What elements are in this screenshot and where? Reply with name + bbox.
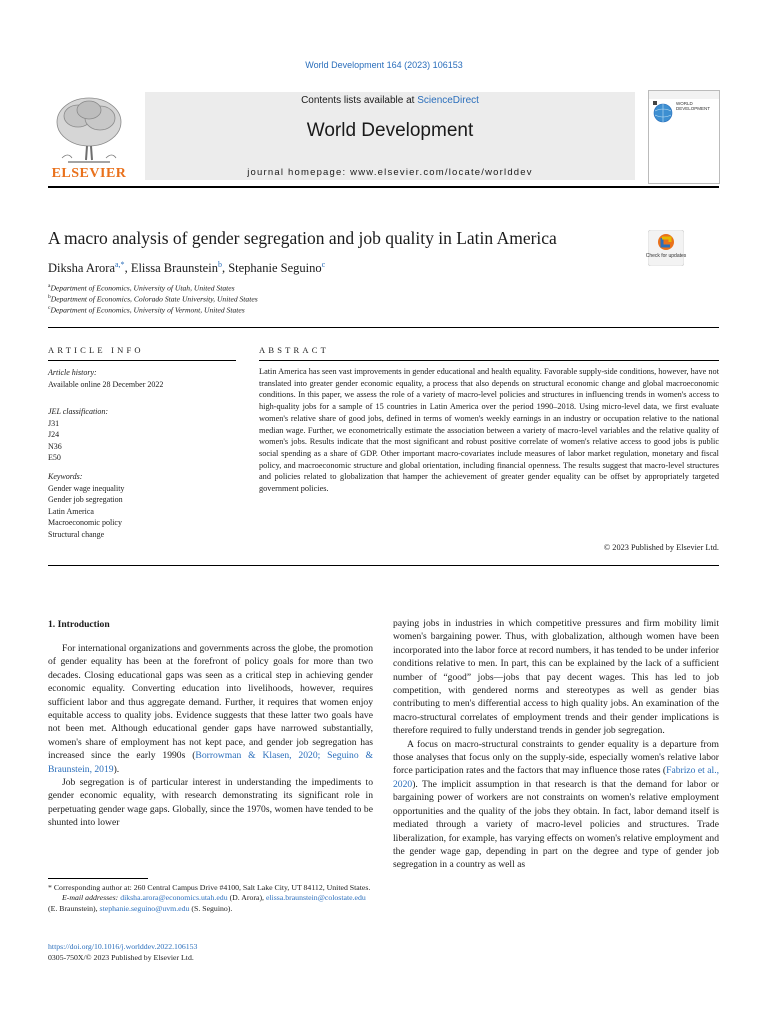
author-name[interactable]: Stephanie Seguino bbox=[228, 261, 322, 276]
author-list: Diksha Arora$^{a,*}$, Elissa Braunstein$^b$, Stephanie Seguino$^c$ bbox=[48, 260, 326, 276]
jel-code: E50 bbox=[48, 453, 61, 462]
body-paragraph: Job segregation is of particular interest in understanding the impediments to gender economic equality, with research demonstrating its significant role in perpetuating gender wage gaps. Globally, since the 1970s, women have tended to be shunted into lower bbox=[48, 777, 373, 829]
doi-link[interactable]: https://doi.org/10.1016/j.worlddev.2022.106153 bbox=[48, 942, 198, 951]
contents-prefix: Contents lists available at bbox=[301, 95, 418, 106]
introduction-heading: 1. Introduction bbox=[48, 619, 110, 630]
email-label: E-mail addresses: bbox=[62, 893, 119, 903]
jel-code: J31 bbox=[48, 418, 60, 428]
affiliation bbox=[48, 305, 245, 315]
author-affiliation-marker[interactable]: a,* bbox=[115, 260, 125, 269]
email-addresses bbox=[48, 893, 373, 914]
affiliation-marker: a bbox=[48, 283, 51, 289]
jel-code: J24 bbox=[48, 430, 60, 439]
paragraph-text: For international organizations and governments across the globe, the promotion of gender equality has been at the forefront of policy goals for more than two decades. Closing educational gaps was seen as a critical step in achieving gender economic equality. Converting education into livelihoods, however, requires sufficient labor and thus aggregate demand. Further, it requires that women enjoy equitable access to quality jobs. Evidence suggests that these latter two goals have not been met. Although educational gender gaps have narrowed substantially, women's share of employment has not kept pace, and gender job segregation has increased since the early 1990s ( bbox=[48, 643, 373, 762]
keyword: Gender job segregation bbox=[48, 495, 123, 504]
paragraph-text: A focus on macro-structural constraints to gender equality is a departure from those analyses that focus only on the supply-side, especially women's relative labor force participation rates and the factors that may influence those rates ( bbox=[393, 738, 719, 777]
article-info-rule bbox=[48, 360, 236, 361]
body-paragraph bbox=[48, 642, 373, 776]
keyword: Macroeconomic policy bbox=[48, 518, 122, 527]
body-paragraph: paying jobs in industries in which competitive pressures and firm mobility limit women's bargaining power. Thus, with globalization, although women have been incorporated into the labor force at record numbers, it has tended to be under inferior conditions relative to men. In part, this can be explained by the lack of a sufficient number of “good” jobs—jobs that pay decent wages. This has led to job competition, with gendered norms and stereotypes as well as gender bias contributing to men's differential access to high quality jobs. An examination of the macro-structural correlates of employment trends and their gender implications is therefore required to fully understand trends in gender job segregation. bbox=[393, 618, 719, 737]
keywords bbox=[48, 471, 124, 540]
history-label: Article history: bbox=[48, 368, 97, 377]
email-owner: (D. Arora), bbox=[229, 893, 264, 903]
abstract-heading: ABSTRACT bbox=[259, 345, 329, 355]
affiliation-marker: c bbox=[48, 305, 51, 311]
body-column-left bbox=[48, 642, 373, 830]
keyword: Latin America bbox=[48, 506, 94, 516]
email-link[interactable]: stephanie.seguino@uvm.edu bbox=[99, 903, 190, 913]
affiliation bbox=[48, 294, 258, 304]
footnote-rule bbox=[48, 878, 148, 879]
affiliation-text: Department of Economics, Colorado State University, United States bbox=[50, 294, 258, 304]
affiliation bbox=[48, 283, 235, 293]
abstract-divider bbox=[48, 565, 719, 566]
paper-title: A macro analysis of gender segregation and job quality in Latin America bbox=[48, 228, 557, 248]
email-link[interactable]: elissa.braunstein@colostate.edu bbox=[265, 893, 366, 903]
history-value: Available online 28 December 2022 bbox=[48, 379, 164, 389]
journal-reference-link[interactable]: World Development 164 (2023) 106153 bbox=[305, 60, 463, 70]
affiliation-text: Department of Economics, University of Utah, United States bbox=[50, 283, 235, 293]
article-info-heading: ARTICLE INFO bbox=[48, 345, 144, 355]
author-name[interactable]: Elissa Braunstein bbox=[130, 261, 218, 276]
abstract-copyright: © 2023 Published by Elsevier Ltd. bbox=[603, 543, 719, 552]
issn-line: 0305-750X/© 2023 Published by Elsevier Ltd. bbox=[48, 953, 194, 962]
check-for-updates-icon[interactable] bbox=[648, 230, 684, 266]
keyword: Gender wage inequality bbox=[48, 483, 125, 493]
citation-link[interactable]: Fabrizo et al., 2020 bbox=[393, 765, 720, 790]
keyword: Structural change bbox=[48, 529, 105, 539]
citation-link[interactable]: Borrowman & Klasen, 2020; Seguino & Braunstein, 2019 bbox=[48, 750, 373, 775]
contents-line bbox=[145, 95, 635, 106]
corresponding-author-note: * Corresponding author at: 260 Central Campus Drive #4100, Salt Lake City, UT 84112, United States. bbox=[48, 883, 371, 892]
jel-classification bbox=[48, 406, 108, 464]
journal-homepage[interactable]: journal homepage: www.elsevier.com/locate/worlddev bbox=[247, 167, 533, 178]
affiliation-text: Department of Economics, University of Vermont, United States bbox=[50, 305, 245, 315]
keywords-label: Keywords: bbox=[48, 472, 83, 481]
affiliation-marker: b bbox=[48, 294, 51, 300]
jel-label: JEL classification: bbox=[48, 407, 109, 416]
paragraph-text: ). bbox=[113, 763, 120, 775]
email-owner: (S. Seguino). bbox=[191, 903, 233, 913]
footnotes bbox=[48, 883, 373, 914]
elsevier-wordmark: ELSEVIER bbox=[51, 166, 127, 181]
sciencedirect-link[interactable]: ScienceDirect bbox=[417, 95, 479, 106]
abstract-rule bbox=[259, 360, 719, 361]
abstract-text: Latin America has seen vast improvements in gender educational and health equality. Favorable supply-side conditions, however, have not translated into greater gender economic equality, a process that also depends on structural economic change and global macroeconomic conditions. In this paper, we assess the role of a variety of macro-level policies and structures in influencing trends in women's access to high-quality jobs for a sample of 15 countries in Latin America over the period 1990–2018. Using micro-level data, we first evaluate women's relative share of good jobs, defined in terms of women's weekly earnings in an industry or occupation relative to the national median wage. Further, we econometrically estimate the association between a variety of macro-level variables and the relative quality of women's jobs. Results indicate that the most significant and robust positive correlate of women's relative access to good jobs is public social spending as a share of GDP. Other important macro-covariates include measures of labor market regulation, monetary and fiscal policy, and macroeconomic structure and global orientation, including financial openness. The results suggest that macro-level structures and policies related to globalization that hamper the achievement of greater gender equality can be offset by appropriately targeted government policies. bbox=[259, 367, 719, 494]
article-history bbox=[48, 367, 163, 390]
title-divider bbox=[48, 327, 719, 328]
paragraph-text: ). The implicit assumption in that research is that the demand for labor or bargaining power of workers are not constraints on women's relative employment opportunities and the quality of the jobs they obtain. In fact, labor demand itself is mediated through a variety of macro-level policies and structures. Trade liberalization, for example, has varying effects on women's relative employment and the gender wage gap, depending in part on the degree and type of gender job segregation in a country as well as bbox=[393, 778, 719, 871]
author-name[interactable]: Diksha Arora bbox=[48, 261, 115, 276]
email-link[interactable]: diksha.arora@economics.utah.edu bbox=[120, 893, 228, 903]
body-paragraph bbox=[393, 738, 719, 872]
doi-block bbox=[48, 941, 197, 963]
author-affiliation-marker[interactable]: b bbox=[217, 260, 222, 269]
author-affiliation-marker[interactable]: c bbox=[321, 260, 326, 269]
email-owner: (E. Braunstein), bbox=[48, 903, 98, 913]
check-for-updates-label: Check for updates bbox=[645, 253, 687, 259]
cover-title: WORLD DEVELOPMENT bbox=[676, 101, 711, 111]
journal-title: World Development bbox=[306, 120, 474, 141]
body-column-right bbox=[393, 617, 719, 872]
header-divider bbox=[48, 186, 719, 188]
jel-code: N36 bbox=[48, 441, 62, 451]
